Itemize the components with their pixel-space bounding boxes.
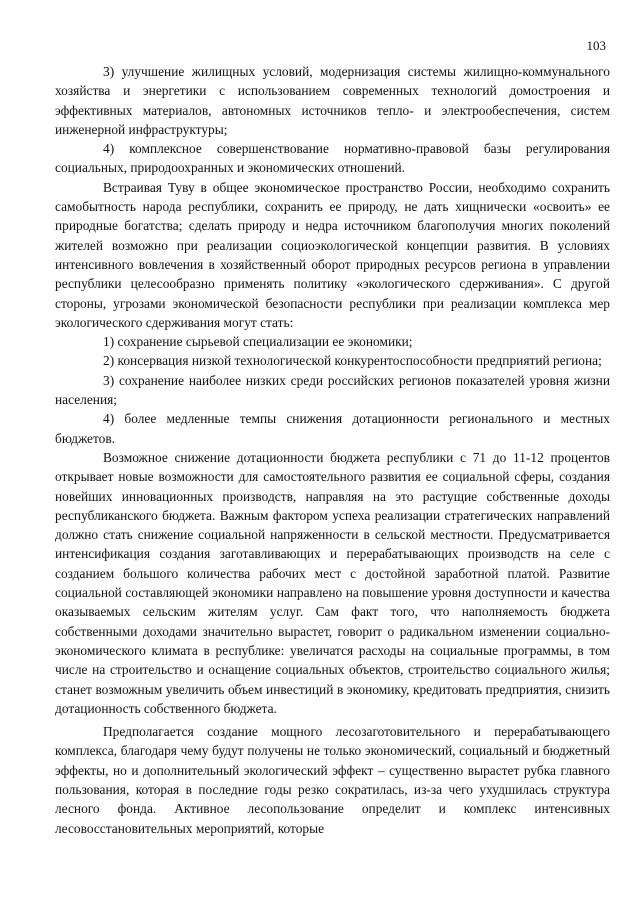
paragraph-budget: Возможное снижение дотационности бюджета республики с 71 до 11-12 процентов открывает новые возможности для самостоятельного развития ее социальной сферы, создания новейших инновационных производств, направляя на это растущие собственные доходы республиканского бюджета. Важным фактором успеха реализации стратегических направлений должно стать снижение социальной напряженности в сельской местности. Предусматривается интенсификация создания заготавливающих и перерабатывающих производств на селе с созданием большого количества рабочих мест с достойной заработной платой. Развитие социальной составляющей экономики направлено на повышение уровня доступности и качества оказываемых сельским жителям услуг. Сам факт того, что наполняемость бюджета собственными доходами значительно вырастет, говорит о радикальном изменении социально-экономического климата в республике: увеличатся расходы на социальные программы, в том числе на строительство и оснащение социальных объектов, строительство социального жилья; станет возможным увеличить объем инвестиций в экономику, кредитовать предприятия, снизить дотационность собственного бюджета.	[55, 449, 610, 716]
paragraph-threat-3: 3) сохранение наиболее низких среди российских регионов показателей уровня жизни населения;	[55, 372, 610, 408]
paragraph-forestry: Предполагается создание мощного лесозаготовительного и перерабатывающего комплекса, благодаря чему будут получены не только экономический, социальный и бюджетный эффекты, но и дополнительный экологический эффект – существенно вырастет рубка главного пользования, которая в последние годы резко сократилась, из-за чего ухудшилась структура лесного фонда. Активное лесопользование определит и комплекс интенсивных лесовосстановительных мероприятий, которые	[55, 724, 610, 836]
page-number: 103	[586, 38, 606, 53]
paragraph-threat-1: 1) сохранение сырьевой специализации ее экономики;	[103, 334, 413, 350]
paragraph-list-item-4: 4) комплексное совершенствование нормативно-правовой базы регулирования социальных, природоохранных и экономических отношений.	[55, 141, 610, 176]
paragraph-integration: Встраивая Туву в общее экономическое пространство России, необходимо сохранить самобытность народа республики, сохранить ее природу, не дать хищнически «освоить» ее природные богатства; сделать природу и недра источником благополучия многих поколений жителей возможно при реализации социоэкологической концепции развития. В условиях интенсивного вовлечения в хозяйственный оборот природных ресурсов региона в управлении республики целесообразно применять политику «экологического сдерживания». С другой стороны, угрозами экономической безопасности республики при реализации комплекса мер экологического сдерживания могут стать:	[55, 179, 610, 330]
paragraph-list-item-3: 3) улучшение жилищных условий, модернизация системы жилищно-коммунального хозяйства и энергетики с использованием современных технологий домостроения и эффективных материалов, автономных источников тепло- и электрообеспечения, систем инженерной инфраструктуры;	[55, 64, 610, 137]
body-text	[55, 62, 610, 838]
paragraph-threat-2: 2) консервация низкой технологической конкурентоспособности предприятий региона;	[103, 353, 602, 369]
paragraph-threat-4: 4) более медленные темпы снижения дотационности регионального и местных бюджетов.	[55, 411, 610, 446]
